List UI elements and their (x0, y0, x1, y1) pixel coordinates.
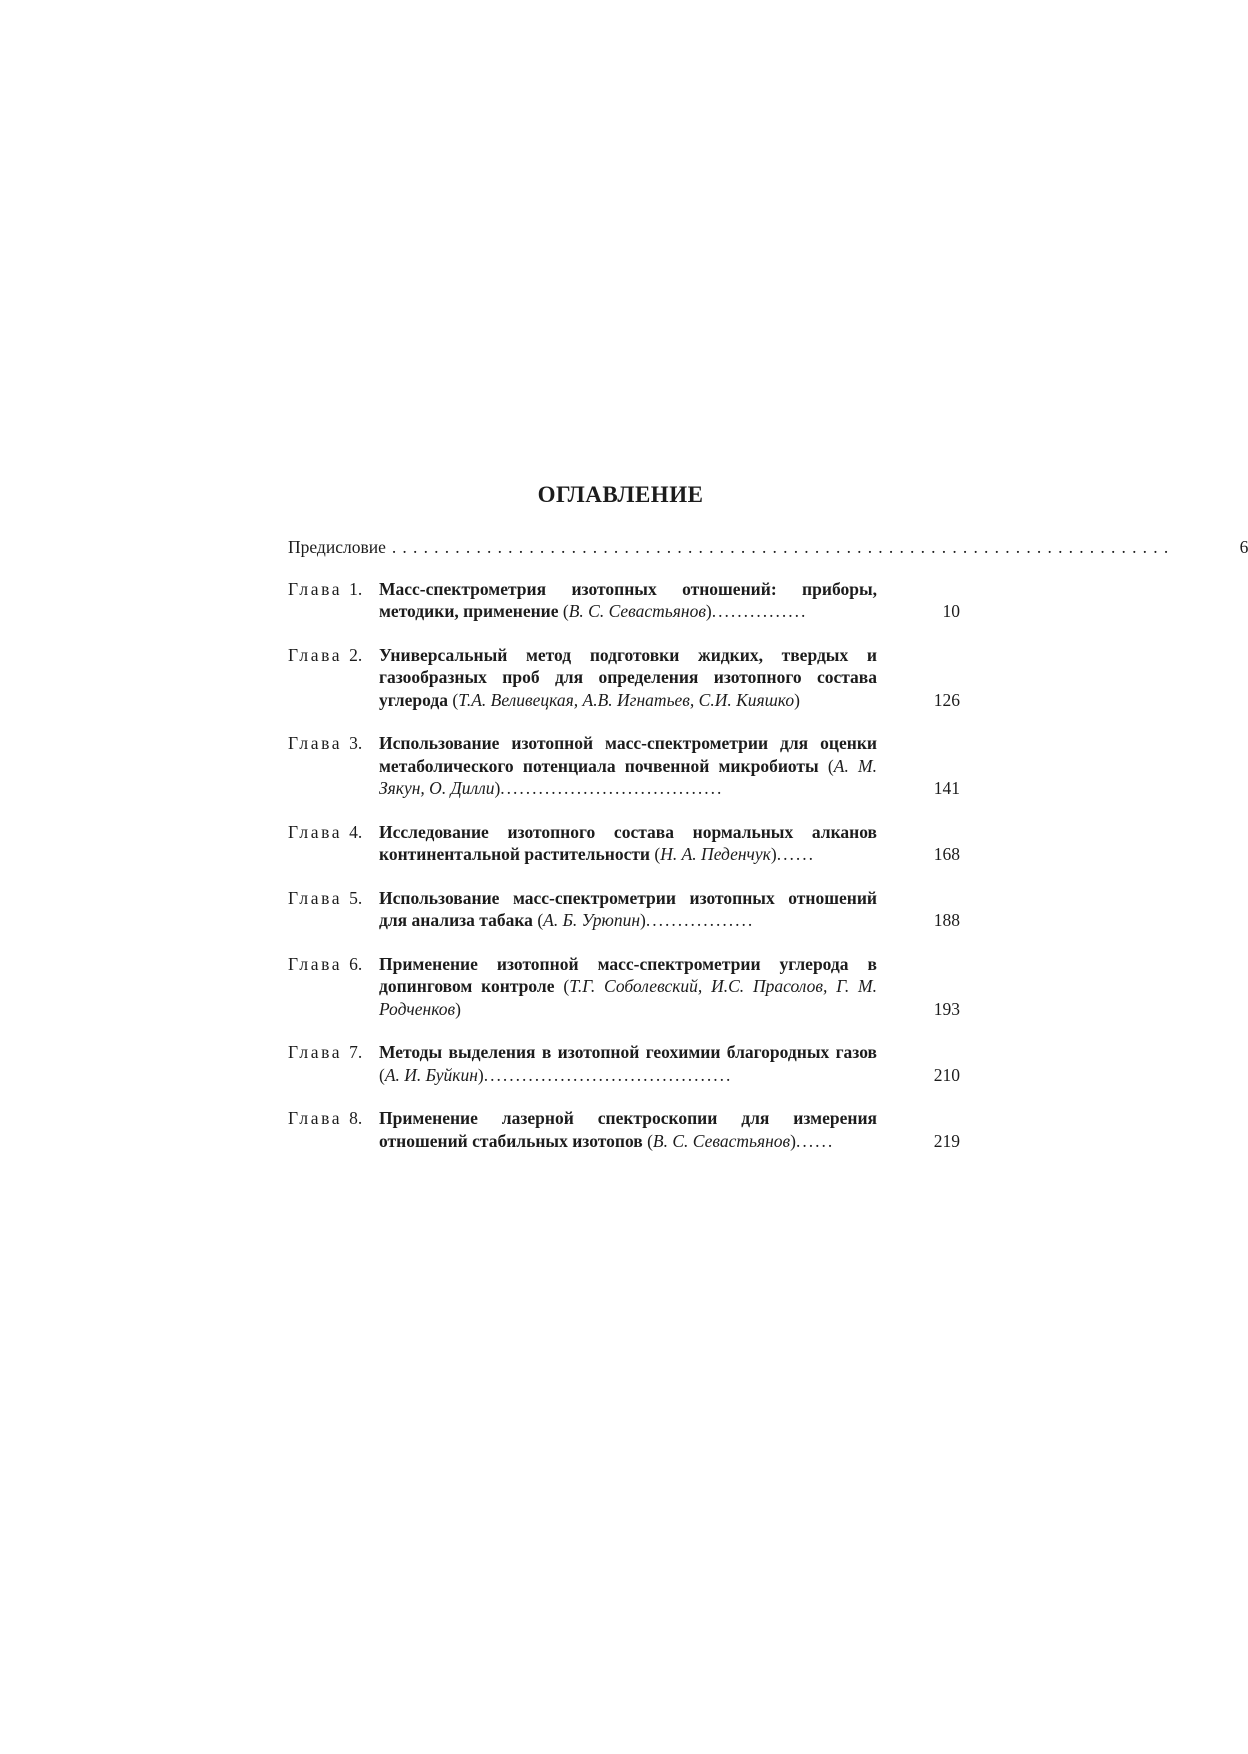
chapter-word: Глава (288, 733, 343, 753)
chapter-title: Использование изотопной масс-спектрометрии для оценки метаболического потенциала почвенной микробиоты (379, 733, 877, 776)
chapter-title: Исследование изотопного состава нормальных алканов континентальной растительности (379, 821, 877, 864)
chapter-title: Универсальный метод подготовки жидких, твердых и газообразных проб для определения изотопного состава углерода (379, 644, 877, 710)
page-number: 168 (933, 844, 960, 864)
dot-leader: ....................................... (483, 1064, 733, 1085)
chapter-title: Применение лазерной спектроскопии для измерения отношений стабильных изотопов (379, 1108, 877, 1151)
chapter-body: Использование изотопной масс-спектрометрии для оценки метаболического потенциала почвенной микробиоты (А. М. Зякун, О. Дилли)................................... (379, 733, 877, 798)
chapter-number: 3. (349, 733, 363, 753)
chapter-title: Использование масс-спектрометрии изотопных отношений для анализа табака (379, 887, 877, 930)
chapter-label (288, 1041, 379, 1064)
chapter-body: Масс-спектрометрия изотопных отношений: приборы, методики, применение (В. С. Севастьянов)............... (379, 578, 877, 621)
dot-leader: ................. (645, 910, 755, 930)
chapter-number: 5. (349, 887, 363, 908)
chapter-word: Глава (288, 953, 343, 974)
chapter-label (288, 578, 379, 601)
dot-leader: .......................................................................... (391, 537, 1175, 557)
dot-leader: ............... (711, 601, 808, 621)
chapter-body: Методы выделения в изотопной геохимии благородных газов (А. И. Буйкин)....................................... (379, 1042, 877, 1085)
toc-entry-chapter-6[interactable] (288, 953, 960, 1021)
toc-entry-chapter-2[interactable] (288, 644, 960, 712)
chapter-authors: В. С. Севастьянов (652, 1130, 791, 1151)
page-number: 141 (933, 778, 960, 798)
chapter-title: Масс-спектрометрия изотопных отношений: приборы, методики, применение (379, 578, 877, 621)
chapter-title: Методы выделения в изотопной геохимии благородных газов (379, 1042, 877, 1062)
chapter-label (288, 821, 379, 844)
chapter-number: 1. (349, 578, 363, 599)
chapter-number: 4. (349, 821, 363, 842)
chapter-authors: А. И. Буйкин (384, 1064, 478, 1085)
toc-entry-chapter-4[interactable] (288, 821, 960, 866)
preface-label: Предисловие (288, 537, 386, 557)
chapter-authors: А. Б. Урюпин (543, 910, 640, 930)
table-of-contents (288, 536, 1248, 1173)
preface-body (288, 536, 1178, 559)
toc-entry-chapter-7[interactable] (288, 1041, 960, 1086)
chapter-body: Применение изотопной масс-спектрометрии углерода в допинговом контроле (Т.Г. Соболевский, И.С. Прасолов, Г. М. Родченков) (379, 953, 877, 1019)
chapter-body: Применение лазерной спектроскопии для измерения отношений стабильных изотопов (В. С. Севастьянов)...... (379, 1108, 877, 1151)
chapter-body: Универсальный метод подготовки жидких, твердых и газообразных проб для определения изотопного состава углерода (Т.А. Веливецкая, А.В. Игнатьев, С.И. Кияшко) (379, 644, 877, 710)
toc-entry-chapter-5[interactable] (288, 887, 960, 932)
chapter-word: Глава (288, 1042, 343, 1062)
dot-leader: ................................... (500, 778, 724, 798)
page-number: 193 (933, 998, 960, 1019)
chapter-word: Глава (288, 578, 343, 599)
chapter-number: 6. (349, 953, 363, 974)
chapter-title: Применение изотопной масс-спектрометрии углерода в допинговом контроле (379, 953, 877, 996)
chapter-word: Глава (288, 821, 343, 842)
page-number: 219 (933, 1130, 960, 1151)
chapter-body: Исследование изотопного состава нормальных алканов континентальной растительности (Н. А. Педенчук)...... (379, 821, 877, 864)
chapter-word: Глава (288, 887, 343, 908)
chapter-label (288, 732, 379, 755)
page-number: 210 (933, 1064, 960, 1085)
chapter-number: 8. (349, 1108, 363, 1128)
chapter-word: Глава (288, 644, 343, 665)
chapter-number: 7. (349, 1042, 363, 1062)
toc-entry-chapter-1[interactable] (288, 578, 960, 623)
chapter-authors: Т.Г. Соболевский, И.С. Прасолов, Г. М. Родченков (379, 976, 877, 1019)
chapter-authors: Т.А. Веливецкая, А.В. Игнатьев, С.И. Кияшко (458, 689, 795, 710)
page-number: 126 (933, 689, 960, 710)
chapter-authors: Н. А. Педенчук (660, 844, 771, 864)
chapter-word: Глава (288, 1108, 343, 1128)
page-number: 188 (933, 910, 960, 930)
dot-leader: ...... (776, 844, 815, 864)
chapter-label (288, 887, 379, 910)
toc-entry-preface[interactable] (288, 536, 1248, 559)
page-number: 6 (1239, 537, 1248, 557)
page-title: ОГЛАВЛЕНИЕ (537, 482, 704, 507)
chapter-authors: В. С. Севастьянов (568, 601, 706, 621)
chapter-authors: А. М. Зякун, О. Дилли (379, 755, 877, 798)
chapter-label (288, 953, 379, 976)
dot-leader: ...... (795, 1130, 835, 1151)
chapter-label (288, 1107, 379, 1130)
chapter-body: Использование масс-спектрометрии изотопных отношений для анализа табака (А. Б. Урюпин)................. (379, 887, 877, 930)
page-number: 10 (942, 601, 960, 621)
chapter-label (288, 644, 379, 667)
toc-entry-chapter-3[interactable] (288, 732, 960, 800)
toc-entry-chapter-8[interactable] (288, 1107, 960, 1152)
chapter-number: 2. (349, 644, 363, 665)
